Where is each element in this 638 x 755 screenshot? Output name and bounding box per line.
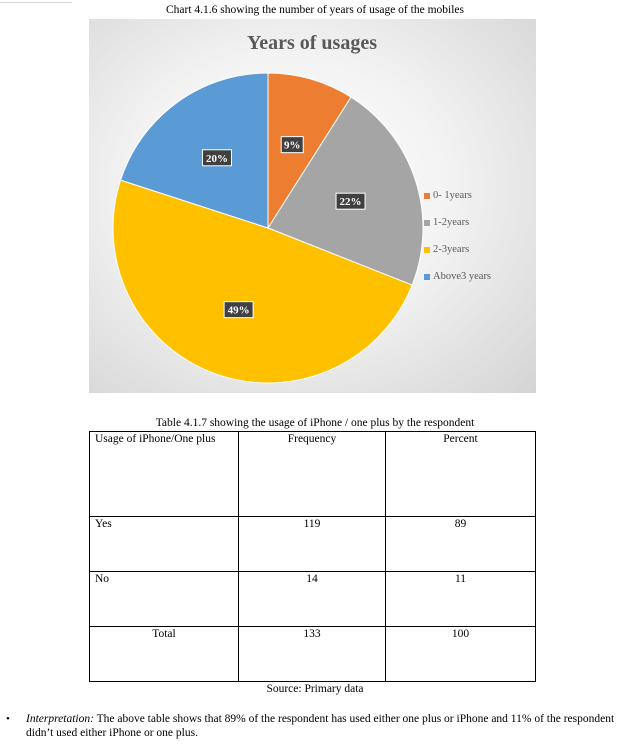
bullet-icon: •: [6, 713, 10, 725]
table-row: [90, 627, 536, 682]
legend-label: Above3 years: [433, 271, 492, 282]
legend-swatch: [424, 220, 430, 226]
row-total-percent: 100: [386, 627, 536, 682]
pie-data-label-text: 22%: [339, 196, 362, 209]
chart-title: Years of usages: [247, 32, 377, 54]
pie-data-label-text: 9%: [283, 139, 301, 152]
row-yes-label: Yes: [90, 517, 239, 572]
pie-data-label-1: [336, 193, 365, 209]
interpretation-label: Interpretation:: [26, 713, 94, 725]
row-no-percent: 11: [386, 572, 536, 627]
row-yes-frequency: 119: [239, 517, 386, 572]
chart-caption: Chart 4.1.6 showing the number of years of usage of the mobiles: [166, 4, 464, 16]
legend-label: 1-2years: [433, 217, 470, 228]
row-total-frequency: 133: [239, 627, 386, 682]
usage-table: [89, 431, 536, 682]
legend-item: [424, 209, 491, 236]
pie-chart: [89, 19, 536, 393]
chart-legend: [424, 182, 491, 290]
page-top-rule: [0, 2, 72, 3]
table-caption: Table 4.1.7 showing the usage of iPhone / one plus by the respondent: [155, 417, 475, 429]
row-no-label: No: [90, 572, 239, 627]
header-usage: Usage of iPhone/One plus: [90, 432, 239, 517]
legend-item: [424, 182, 491, 209]
pie-data-label-text: 49%: [227, 304, 250, 317]
legend-item: [424, 263, 491, 290]
legend-swatch: [424, 274, 430, 280]
row-total-label: Total: [90, 627, 239, 682]
header-frequency: Frequency: [239, 432, 386, 517]
table-row: [90, 517, 536, 572]
pie-data-label-2: [224, 302, 253, 318]
row-yes-percent: 89: [386, 517, 536, 572]
legend-swatch: [424, 193, 430, 199]
legend-item: [424, 236, 491, 263]
legend-label: 0- 1years: [433, 190, 472, 201]
legend-label: 2-3years: [433, 244, 470, 255]
row-no-frequency: 14: [239, 572, 386, 627]
pie-data-label-3: [202, 150, 231, 166]
source-note: Source: Primary data: [266, 683, 364, 695]
interpretation-text: The above table shows that 89% of the respondent has used either one plus or iPhone and 11% of the respondent didn’t used either iPhone or one plus.: [26, 713, 615, 739]
legend-swatch: [424, 247, 430, 253]
table-header-row: [90, 432, 536, 517]
interpretation-paragraph: [6, 712, 626, 740]
table-row: [90, 572, 536, 627]
header-percent: Percent: [386, 432, 536, 517]
pie-data-label-0: [281, 137, 303, 153]
pie-data-label-text: 20%: [205, 152, 228, 165]
